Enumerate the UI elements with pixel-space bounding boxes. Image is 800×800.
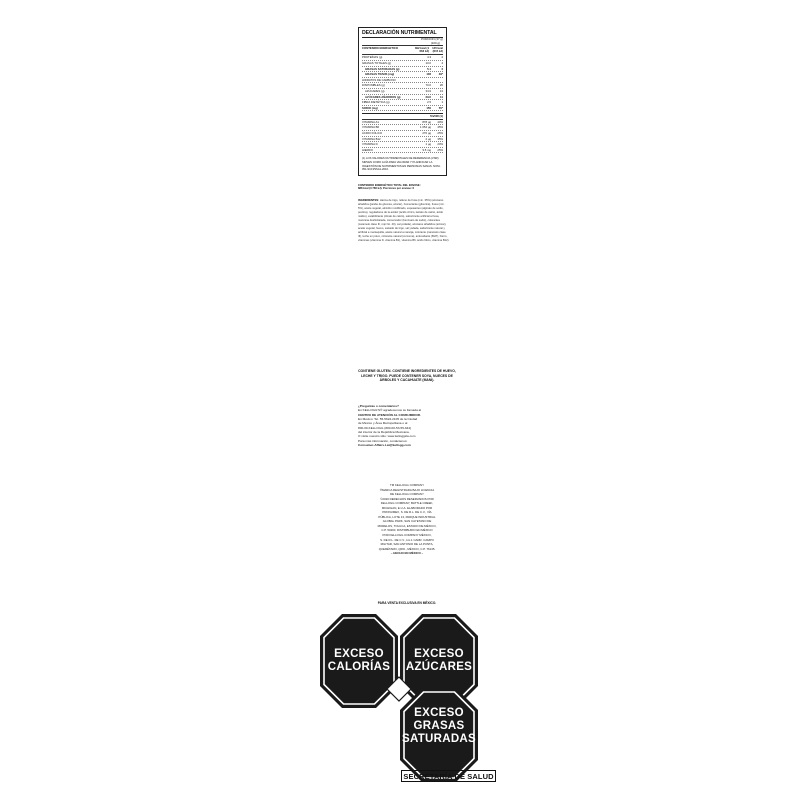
nutrient-value-100g: 29.6 [425,94,431,99]
ingredients-text: Harina de trigo, relleno de fruta (mín. 35%) (azúcares añadidos (jarabe de glucosa, azúcar), humectante (glicerina), fresa (mín. 5%), aceite vegetal, almidón modificado, espesantes (alginato de sodio, pectina), reguladores de la acidez (ácido cítrico, lactato de calcio, ácido málico), estabilizante (citrato de calcio), saborizante artificial a fresa, manzana deshidratada, conservador (benzoato de sodio), colorantes (caramelo clase III, rojo No. 40), sal yodada), azúcares añadidos (azúcar), aceite vegetal, huevo, salvado de trigo, sal yodada, saborizante natural y artificial a mantequilla, aceite natural a naranja, colorante (caramelo clase III), leche en polvo, colorante natural (curcuma), antioxidante (BHT), hierro, vitaminas (vitamina D, vitamina B1), vitamina B6, ácido fólico, vitamina B12). [358,198,450,243]
legal-line: C.P. 50200. DISTRIBUIDO EN MÉXICO [381,528,433,533]
legal-line: GLOBAL PARK, SAN CAYETANO DE [382,519,432,524]
nutrient-label: GRASAS TOTALES (g) [362,61,392,65]
vitamin-amount: 878 µg [422,119,431,124]
vitamin-label: VITAMINA D [362,142,378,147]
legal-line: MICHIGAN, E.U.A. ELABORADO POR [381,505,433,510]
legal-line: MORELOS, TOLUCA, ESTADO DE MÉXICO, [377,523,437,528]
vnr-note: (1) LOS VALORES NUTRIMENTALES DE REFERENCIA (VNR) SIRVEN COMO GUÍA PARA VALORAR Y PLANIFICAR LA INGESTIÓN DE NUTRIMENTOS EN PERSONAS SANAS. NOM-051-SCFI/SSA1-2010. [362,157,441,172]
label-panel [358,27,456,243]
col1-header: (100 g) [430,41,440,45]
energy-value-100g: 392 kcal (1 663 kJ) [414,46,429,54]
legal-line: PÚBLICA, LOTE 13, PARQUE INDUSTRIAL [378,514,436,519]
legal-line: PRONUMEX, S. DE R.L. DE C.V., VÍA [382,510,432,515]
vitamin-percent: 25% [437,147,443,152]
nutrient-value-100g: 10.0 [425,61,431,65]
vitamin-amount: 9.5 mg [422,147,431,152]
vitamin-amount: 1 µg [425,142,431,147]
vitamin-amount: 2 µg [425,136,431,141]
nutrient-value-portion: 13 [439,88,443,93]
vitamin-label: VITAMINA A1 [362,119,379,124]
legal-line: S. DE R.L. DE C.V., km 1 CARR. CAMPO [380,537,434,542]
ingredients-label: INGREDIENTES: [358,198,380,202]
vitamin-label: VITAMINA B12 [362,136,381,141]
seal-line: EXCESO [414,706,464,719]
energy-label: CONTENIDO ENERGÉTICO [362,47,399,50]
contact-line: 800-00-KELLOGG (800-00-53-55-644) [358,425,412,430]
nutrient-label: GRASAS SATURADAS (g) [365,66,400,71]
nutrition-table [358,27,447,176]
legal-line: MILITAR, SAN ANTONIO DE LA PUNTA, [380,542,434,547]
legal-line: ®MARCA REGISTRADA BAJO LICENCIA [379,487,435,492]
legal-line: KELLOGG COMPANY, BATTLE CREEK, [380,501,434,506]
nutrient-value-portion: 1 [441,100,443,105]
portion-label: PORCIÓN (37 g) [421,37,443,41]
nutrient-row [362,106,443,112]
allergen-statement: CONTIENE GLUTEN. CONTIENE INGREDIENTES DE HUEVO, LECHE Y TRIGO. PUEDE CONTENER SOYA, NUECES DE ÁRBOLES Y CACAHUATE (MANI). [358,369,456,383]
nutrient-label: GRASAS TRANS (mg) [365,72,395,77]
total-energy [358,184,448,191]
nutrient-value-portion: 26 [439,83,443,88]
secretaria-de-salud-footer: SECRETARÍA DE SALUD [401,770,496,782]
nutrient-value-portion: 39* [438,72,443,77]
nutrient-label: PROTEÍNAS (g) [362,55,383,60]
seal-text [398,686,480,766]
nutrient-value-100g: 5.1 [427,66,431,71]
total-energy-heading: CONTENIDO ENERGÉTICO TOTAL DEL ENVASE: [358,183,421,187]
nutrient-label: FIBRA DIETÉTICA (g) [362,100,390,105]
vitamin-percent: 40% [437,119,443,124]
nutrient-value-100g: 70.0 [425,83,431,88]
nutrient-value-portion: 55* [438,105,443,110]
ingredients [358,199,450,244]
nutrient-label: SODIO (mg) [362,105,378,110]
nutrition-title: DECLARACIÓN NUTRIMENTAL [362,30,443,38]
contact-line: En KELLOGG'S® agradecemos su llamada al [358,408,422,413]
contact-line: de México y Área Metropolitana o al [358,421,408,426]
seal-line: AZÚCARES [405,661,473,673]
contact-line: En México: Tel. 55-5624-2105 de la Ciudad [358,417,418,422]
nutrient-rows [362,55,443,111]
vitamin-row [362,148,443,154]
legal-line: QUERÉTARO, QRO., MÉXICO, C.P. 76135. [378,546,436,551]
vitamin-percent: 20% [437,142,443,147]
legal-line: DE KELLOGG COMPANY [390,492,424,497]
vitamin-percent: 35% [437,136,443,141]
legal-line: POR KELLOGG COMPANY MÉXICO, [382,533,432,538]
seal-line: GRASAS [413,719,465,732]
contact-question: ¿Preguntas o comentarios? [358,404,399,408]
seal-line: EXCESO [414,648,464,660]
nutrient-label: AZÚCARES AÑADIDOS (g) [365,94,401,99]
nutrient-value-100g: 106 [426,72,431,77]
legal-line: TM KELLOGG COMPANY [390,483,424,487]
seal-line: CALORÍAS [327,661,391,673]
nutrient-label: HIDRATOS DE CARBONO [362,77,396,82]
nutrient-label: AZÚCARES (g) [365,88,385,93]
nutrient-value-portion: 2 [441,66,443,71]
contact-line: Para más información, contáctenos: [358,438,408,443]
nutrient-label: DISPONIBLES (g) [362,83,385,88]
contact-email: Consumer-Affairs.Lat@kellogg.com [358,443,411,448]
contact-line: del interior de la República Mexicana. [358,430,410,435]
vitamin-label: VITAMINA B6 [362,125,380,130]
vitamin-label: ÁCIDO FÓLICO [362,131,383,136]
legal-line: ©2020 DERECHOS RESERVADOS POR [380,496,434,501]
exclusive-sale-note: PARA VENTA EXCLUSIVA EN MÉXICO. [377,601,437,605]
energy-row [362,46,443,55]
vitamin-percent: 45% [437,125,443,130]
seal-line: EXCESO [334,648,384,660]
legal-line: – HECHO EN MÉXICO – [390,551,424,556]
nutrient-value-100g: 150 [426,105,431,110]
nutrient-value-100g: 2.5 [427,100,431,105]
nutrient-value-portion: 11 [440,94,443,99]
vitamin-amount: 270 µg [422,131,431,136]
contact-info [358,404,456,447]
contact-line: O visite nuestro sitio: www.kelloggsla.com [358,434,416,439]
vitamin-percent: 25% [437,131,443,136]
legal-text [358,483,456,556]
vitamin-amount: 1 054 µg [420,125,431,130]
nutrient-value-100g [414,78,431,83]
nutrient-value-100g: 4.3 [427,55,431,60]
vitamin-rows [362,120,443,154]
nutrient-value-portion: 2 [441,55,443,60]
nutrient-value-portion [431,78,443,83]
nutrient-value-portion: 4 [441,61,443,65]
energy-value-portion: 145 kcal (615 kJ) [432,46,443,54]
contact-line: CENTRO DE ATENCIÓN AL CONSUMIDOR. [358,412,421,417]
vnr-header: %VNR (1) [362,114,443,120]
vitamin-label: HIERRO [362,147,373,152]
total-energy-value: 888 kcal (3 766 kJ). Porciones por envase: 6 [358,187,415,191]
nutrient-value-100g: 34.9 [425,88,431,93]
seal-line: SATURADAS [401,732,477,745]
